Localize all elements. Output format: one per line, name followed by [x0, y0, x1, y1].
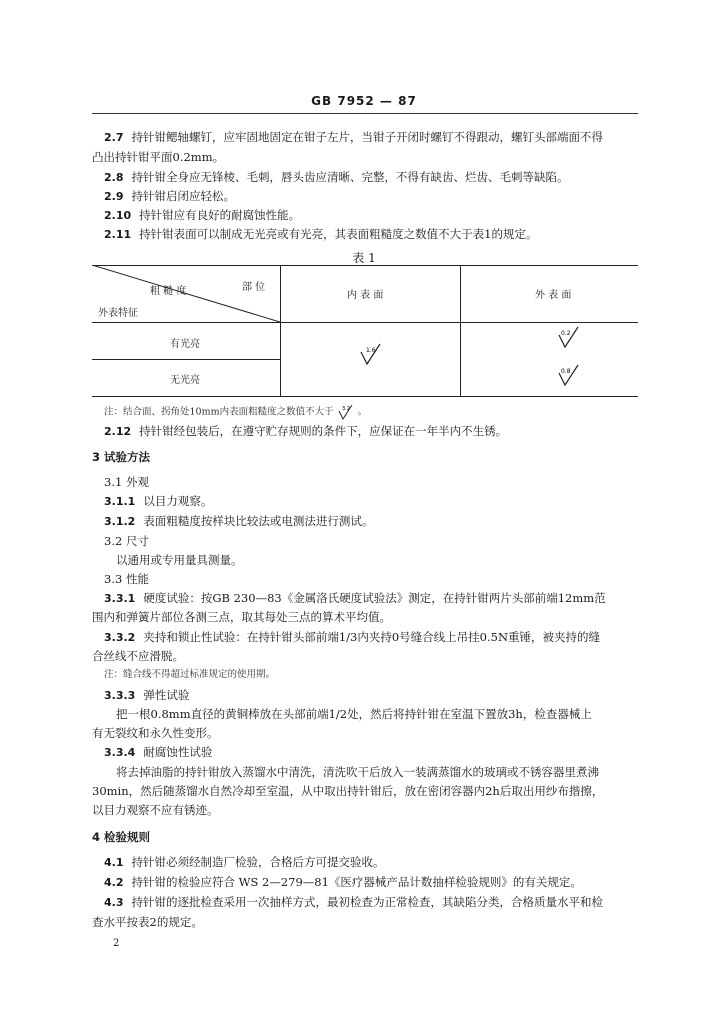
roughness-check-icon [556, 364, 582, 388]
col-inner-surface: 内 表 面 [347, 290, 384, 301]
clause-3-3-3-cont: 有无裂纹和永久性变形。 [92, 726, 219, 740]
table-row-divider [92, 359, 280, 360]
clause-2-9: 2.9 持针钳启闭应轻松。 [104, 189, 235, 203]
clause-3-3-1: 3.3.1 硬度试验：按GB 230—83《金属洛氏硬度试验法》测定，在持针钳两片头部前端12mm范 [104, 591, 606, 605]
section-4-title: 4 检验规则 [92, 830, 151, 844]
clause-3-1-1: 3.1.1 以目力观察。 [104, 494, 213, 508]
section-3-title: 3 试验方法 [92, 450, 151, 464]
clause-2-10: 2.10 持针钳应有良好的耐腐蚀性能。 [104, 208, 301, 222]
corner-roughness-label: 粗 糙 度 [150, 286, 187, 297]
clause-3-3-2: 3.3.2 夹持和锁止性试验：在持针钳头部前端1/3内夹持0号缝合线上吊挂0.5N重锤，被夹持的缝 [104, 630, 600, 644]
clause-3-3-3: 3.3.3 弹性试验 [104, 688, 190, 702]
page-number: 2 [113, 938, 120, 949]
corner-position-label: 部 位 [242, 282, 266, 293]
roughness-check-icon [556, 326, 582, 350]
col-outer-surface: 外 表 面 [535, 290, 572, 301]
roughness-symbol-glossy-outer [556, 326, 582, 354]
clause-3-3-2-note: 注：缝合线不得超过标准规定的使用期。 [104, 669, 276, 680]
roughness-check-icon [337, 404, 355, 420]
clause-3-1-2: 3.1.2 表面粗糙度按样块比较法或电测法进行测试。 [104, 514, 374, 528]
clause-3-3-4-line2: 30min，然后随蒸馏水自然冷却至室温，从中取出持针钳后，放在密闭容器内2h后取出用纱布揩擦， [92, 784, 604, 798]
clause-3-3-1-cont: 围内和弹簧片部位各测三点，取其每处三点的算术平均值。 [92, 610, 391, 624]
clause-4-3: 4.3 持针钳的逐批检查采用一次抽样方式，最初检查为正常检查，其缺陷分类，合格质量水平和检 [104, 895, 603, 909]
clause-3-3-3-text: 把一根0.8mm直径的黄铜棒放在头部前端1/2处，然后将持针钳在室温下置放3h，检查器械上 [116, 707, 592, 721]
header-rule [92, 113, 638, 114]
clause-3-3-4-line3: 以目力观察不应有锈迹。 [92, 803, 219, 817]
clause-2-8: 2.8 持针钳全身应无锋棱、毛刺，唇头齿应清晰、完整，不得有缺齿、烂齿、毛刺等缺陷。 [104, 170, 569, 184]
table-vrule-2 [460, 265, 461, 396]
roughness-value-matte-outer: 0.8 [561, 368, 571, 375]
roughness-check-icon [358, 343, 384, 367]
row-matte: 无光亮 [170, 375, 200, 386]
roughness-symbol-matte-outer [556, 364, 582, 392]
clause-2-11: 2.11 持针钳表面可以制成无光亮或有光亮，其表面粗糙度之数值不大于表1的规定。 [104, 227, 538, 241]
table-note: 注：结合面、拐角处10mm内表面粗糙度之数值不大于 3.2 。 [104, 404, 367, 420]
clause-3-3-2-cont: 合丝线不应滑脱。 [92, 649, 184, 663]
clause-4-2: 4.2 持针钳的检验应符合 WS 2—279—81《医疗器械产品计数抽样检验规则》的有关规定。 [104, 875, 582, 889]
table-title: 表 1 [352, 251, 376, 265]
clause-2-7: 2.7 持针钳鳃轴螺钉，应牢固地固定在钳子左片，当钳子开闭时螺钉不得跟动，螺钉头部端面不得 [104, 130, 603, 144]
roughness-value-inner: 1.6 [366, 347, 376, 354]
roughness-value-note: 3.2 [341, 406, 350, 412]
standard-header: GB 7952 — 87 [311, 94, 417, 108]
table-bottom-rule [92, 396, 638, 397]
clause-3-2: 3.2 尺寸 [104, 534, 149, 548]
clause-4-1: 4.1 持针钳必须经制造厂检验，合格后方可提交验收。 [104, 855, 385, 869]
clause-3-3-4-line1: 将去掉油脂的持针钳放入蒸馏水中清洗，清洗吹干后放入一装满蒸馏水的玻璃或不锈容器里煮沸 [116, 765, 599, 779]
roughness-symbol-inner [358, 343, 384, 371]
roughness-value-glossy-outer: 0.2 [561, 330, 571, 337]
table-vrule-1 [280, 265, 281, 396]
clause-3-3-4: 3.3.4 耐腐蚀性试验 [104, 745, 213, 759]
clause-3-1: 3.1 外观 [104, 475, 149, 489]
row-glossy: 有光亮 [170, 339, 200, 350]
clause-2-7-cont: 凸出持针钳平面0.2mm。 [92, 150, 225, 164]
clause-4-3-cont: 查水平按表2的规定。 [92, 915, 203, 929]
clause-2-12: 2.12 持针钳经包装后，在遵守贮存规则的条件下，应保证在一年半内不生锈。 [104, 424, 508, 438]
corner-surface-label: 外表特征 [98, 308, 138, 319]
clause-3-3: 3.3 性能 [104, 572, 149, 586]
clause-3-2-text: 以通用或专用量具测量。 [116, 553, 243, 567]
